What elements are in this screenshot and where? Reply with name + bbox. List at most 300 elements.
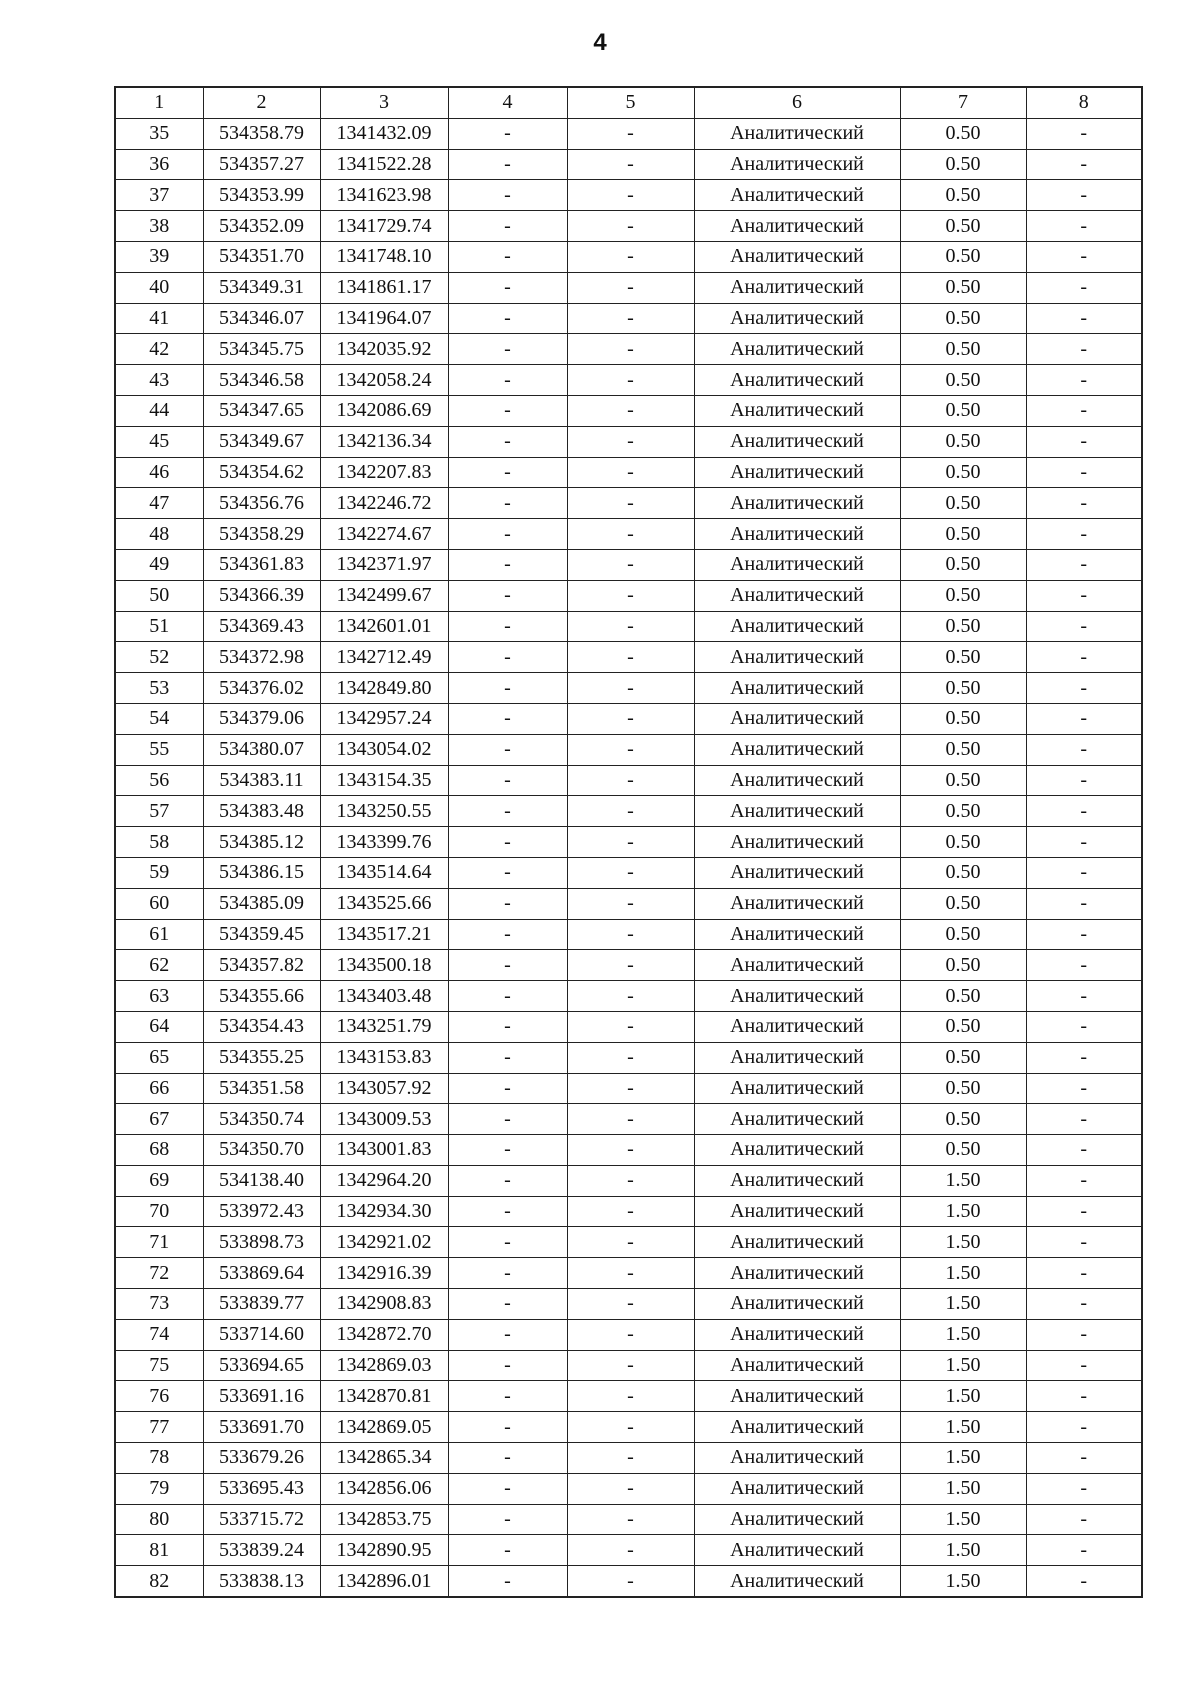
col4-cell: -: [448, 1042, 567, 1073]
method-cell: Аналитический: [694, 734, 900, 765]
table-body: [115, 118, 1142, 1597]
y-coordinate-cell: 1342274.67: [320, 519, 448, 550]
col4-cell: -: [448, 180, 567, 211]
accuracy-cell: 0.50: [900, 365, 1026, 396]
x-coordinate-cell: 534349.31: [203, 272, 320, 303]
col5-cell: -: [567, 519, 694, 550]
x-coordinate-cell: 534346.58: [203, 365, 320, 396]
col5-cell: -: [567, 981, 694, 1012]
col8-cell: -: [1026, 1165, 1142, 1196]
x-coordinate-cell: 534361.83: [203, 549, 320, 580]
point-number-cell: 71: [115, 1227, 203, 1258]
col4-cell: -: [448, 1011, 567, 1042]
accuracy-cell: 0.50: [900, 211, 1026, 242]
point-number-cell: 45: [115, 426, 203, 457]
col5-cell: -: [567, 888, 694, 919]
point-number-cell: 50: [115, 580, 203, 611]
col4-cell: -: [448, 1258, 567, 1289]
col8-cell: -: [1026, 888, 1142, 919]
x-coordinate-cell: 534352.09: [203, 211, 320, 242]
col4-cell: -: [448, 1135, 567, 1166]
x-coordinate-cell: 534369.43: [203, 611, 320, 642]
accuracy-cell: 0.50: [900, 950, 1026, 981]
table-row: [115, 1566, 1142, 1597]
table-row: [115, 1381, 1142, 1412]
accuracy-cell: 0.50: [900, 519, 1026, 550]
col8-cell: -: [1026, 457, 1142, 488]
x-coordinate-cell: 533691.16: [203, 1381, 320, 1412]
column-header-6: 6: [694, 87, 900, 118]
table-row: [115, 1412, 1142, 1443]
accuracy-cell: 0.50: [900, 827, 1026, 858]
col4-cell: -: [448, 1504, 567, 1535]
col4-cell: -: [448, 303, 567, 334]
col4-cell: -: [448, 426, 567, 457]
table-row: [115, 1165, 1142, 1196]
y-coordinate-cell: 1343057.92: [320, 1073, 448, 1104]
x-coordinate-cell: 534383.11: [203, 765, 320, 796]
x-coordinate-cell: 534138.40: [203, 1165, 320, 1196]
method-cell: Аналитический: [694, 1381, 900, 1412]
col8-cell: -: [1026, 765, 1142, 796]
col5-cell: -: [567, 796, 694, 827]
y-coordinate-cell: 1342246.72: [320, 488, 448, 519]
table-row: [115, 1073, 1142, 1104]
y-coordinate-cell: 1341432.09: [320, 118, 448, 149]
col8-cell: -: [1026, 519, 1142, 550]
col8-cell: -: [1026, 303, 1142, 334]
y-coordinate-cell: 1342865.34: [320, 1443, 448, 1474]
method-cell: Аналитический: [694, 1319, 900, 1350]
col4-cell: -: [448, 1381, 567, 1412]
col4-cell: -: [448, 1566, 567, 1597]
point-number-cell: 81: [115, 1535, 203, 1566]
table-row: [115, 580, 1142, 611]
accuracy-cell: 0.50: [900, 642, 1026, 673]
y-coordinate-cell: 1342869.03: [320, 1350, 448, 1381]
table-row: [115, 703, 1142, 734]
col8-cell: -: [1026, 1289, 1142, 1320]
col4-cell: -: [448, 857, 567, 888]
table-row: [115, 950, 1142, 981]
table-row: [115, 1443, 1142, 1474]
column-header-4: 4: [448, 87, 567, 118]
col8-cell: -: [1026, 642, 1142, 673]
col5-cell: -: [567, 1289, 694, 1320]
col4-cell: -: [448, 888, 567, 919]
col4-cell: -: [448, 919, 567, 950]
point-number-cell: 49: [115, 549, 203, 580]
col4-cell: -: [448, 519, 567, 550]
y-coordinate-cell: 1342869.05: [320, 1412, 448, 1443]
table-row: [115, 1504, 1142, 1535]
accuracy-cell: 0.50: [900, 1042, 1026, 1073]
col8-cell: -: [1026, 580, 1142, 611]
col8-cell: -: [1026, 796, 1142, 827]
point-number-cell: 73: [115, 1289, 203, 1320]
accuracy-cell: 1.50: [900, 1535, 1026, 1566]
accuracy-cell: 0.50: [900, 703, 1026, 734]
point-number-cell: 52: [115, 642, 203, 673]
col4-cell: -: [448, 1196, 567, 1227]
col5-cell: -: [567, 1319, 694, 1350]
col8-cell: -: [1026, 1350, 1142, 1381]
col5-cell: -: [567, 241, 694, 272]
accuracy-cell: 0.50: [900, 1135, 1026, 1166]
method-cell: Аналитический: [694, 981, 900, 1012]
point-number-cell: 40: [115, 272, 203, 303]
table-row: [115, 919, 1142, 950]
method-cell: Аналитический: [694, 1412, 900, 1443]
table-row: [115, 426, 1142, 457]
x-coordinate-cell: 534355.66: [203, 981, 320, 1012]
point-number-cell: 61: [115, 919, 203, 950]
accuracy-cell: 1.50: [900, 1196, 1026, 1227]
y-coordinate-cell: 1343517.21: [320, 919, 448, 950]
x-coordinate-cell: 534353.99: [203, 180, 320, 211]
point-number-cell: 75: [115, 1350, 203, 1381]
point-number-cell: 70: [115, 1196, 203, 1227]
point-number-cell: 53: [115, 673, 203, 704]
table-row: [115, 1042, 1142, 1073]
col4-cell: -: [448, 827, 567, 858]
table-row: [115, 457, 1142, 488]
accuracy-cell: 0.50: [900, 149, 1026, 180]
y-coordinate-cell: 1342908.83: [320, 1289, 448, 1320]
x-coordinate-cell: 534351.58: [203, 1073, 320, 1104]
table-row: [115, 765, 1142, 796]
point-number-cell: 78: [115, 1443, 203, 1474]
accuracy-cell: 1.50: [900, 1227, 1026, 1258]
table-row: [115, 673, 1142, 704]
column-header-1: 1: [115, 87, 203, 118]
method-cell: Аналитический: [694, 673, 900, 704]
col4-cell: -: [448, 1289, 567, 1320]
point-number-cell: 47: [115, 488, 203, 519]
method-cell: Аналитический: [694, 395, 900, 426]
col4-cell: -: [448, 734, 567, 765]
col8-cell: -: [1026, 1011, 1142, 1042]
col4-cell: -: [448, 549, 567, 580]
col5-cell: -: [567, 673, 694, 704]
col5-cell: -: [567, 950, 694, 981]
y-coordinate-cell: 1342371.97: [320, 549, 448, 580]
x-coordinate-cell: 534379.06: [203, 703, 320, 734]
x-coordinate-cell: 534366.39: [203, 580, 320, 611]
column-header-7: 7: [900, 87, 1026, 118]
col5-cell: -: [567, 211, 694, 242]
accuracy-cell: 0.50: [900, 580, 1026, 611]
col5-cell: -: [567, 1011, 694, 1042]
accuracy-cell: 0.50: [900, 549, 1026, 580]
accuracy-cell: 0.50: [900, 426, 1026, 457]
table-row: [115, 1319, 1142, 1350]
y-coordinate-cell: 1342856.06: [320, 1473, 448, 1504]
x-coordinate-cell: 533839.77: [203, 1289, 320, 1320]
col4-cell: -: [448, 642, 567, 673]
x-coordinate-cell: 534358.29: [203, 519, 320, 550]
table-row: [115, 118, 1142, 149]
method-cell: Аналитический: [694, 1135, 900, 1166]
col4-cell: -: [448, 611, 567, 642]
method-cell: Аналитический: [694, 611, 900, 642]
col4-cell: -: [448, 1443, 567, 1474]
table-row: [115, 395, 1142, 426]
method-cell: Аналитический: [694, 457, 900, 488]
x-coordinate-cell: 533838.13: [203, 1566, 320, 1597]
point-number-cell: 51: [115, 611, 203, 642]
col5-cell: -: [567, 703, 694, 734]
col4-cell: -: [448, 118, 567, 149]
y-coordinate-cell: 1342934.30: [320, 1196, 448, 1227]
x-coordinate-cell: 534345.75: [203, 334, 320, 365]
accuracy-cell: 1.50: [900, 1289, 1026, 1320]
col8-cell: -: [1026, 118, 1142, 149]
column-header-5: 5: [567, 87, 694, 118]
method-cell: Аналитический: [694, 1227, 900, 1258]
point-number-cell: 38: [115, 211, 203, 242]
col5-cell: -: [567, 1566, 694, 1597]
table-row: [115, 334, 1142, 365]
col8-cell: -: [1026, 395, 1142, 426]
method-cell: Аналитический: [694, 549, 900, 580]
col4-cell: -: [448, 1165, 567, 1196]
point-number-cell: 57: [115, 796, 203, 827]
accuracy-cell: 0.50: [900, 981, 1026, 1012]
col8-cell: -: [1026, 1412, 1142, 1443]
method-cell: Аналитический: [694, 180, 900, 211]
col5-cell: -: [567, 1135, 694, 1166]
table-row: [115, 1227, 1142, 1258]
col4-cell: -: [448, 673, 567, 704]
point-number-cell: 79: [115, 1473, 203, 1504]
y-coordinate-cell: 1343154.35: [320, 765, 448, 796]
x-coordinate-cell: 534350.70: [203, 1135, 320, 1166]
accuracy-cell: 0.50: [900, 395, 1026, 426]
method-cell: Аналитический: [694, 426, 900, 457]
y-coordinate-cell: 1342896.01: [320, 1566, 448, 1597]
y-coordinate-cell: 1343500.18: [320, 950, 448, 981]
x-coordinate-cell: 533972.43: [203, 1196, 320, 1227]
y-coordinate-cell: 1343514.64: [320, 857, 448, 888]
x-coordinate-cell: 534349.67: [203, 426, 320, 457]
method-cell: Аналитический: [694, 580, 900, 611]
table-row: [115, 1473, 1142, 1504]
column-header-8: 8: [1026, 87, 1142, 118]
method-cell: Аналитический: [694, 1104, 900, 1135]
method-cell: Аналитический: [694, 1350, 900, 1381]
table-row: [115, 1258, 1142, 1289]
point-number-cell: 60: [115, 888, 203, 919]
col5-cell: -: [567, 827, 694, 858]
point-number-cell: 41: [115, 303, 203, 334]
table-row: [115, 1104, 1142, 1135]
method-cell: Аналитический: [694, 303, 900, 334]
point-number-cell: 80: [115, 1504, 203, 1535]
x-coordinate-cell: 534350.74: [203, 1104, 320, 1135]
y-coordinate-cell: 1342058.24: [320, 365, 448, 396]
point-number-cell: 64: [115, 1011, 203, 1042]
x-coordinate-cell: 533839.24: [203, 1535, 320, 1566]
x-coordinate-cell: 533694.65: [203, 1350, 320, 1381]
method-cell: Аналитический: [694, 241, 900, 272]
y-coordinate-cell: 1341748.10: [320, 241, 448, 272]
y-coordinate-cell: 1342890.95: [320, 1535, 448, 1566]
col5-cell: -: [567, 457, 694, 488]
y-coordinate-cell: 1342207.83: [320, 457, 448, 488]
method-cell: Аналитический: [694, 919, 900, 950]
col8-cell: -: [1026, 488, 1142, 519]
col5-cell: -: [567, 1381, 694, 1412]
col4-cell: -: [448, 457, 567, 488]
col8-cell: -: [1026, 334, 1142, 365]
col5-cell: -: [567, 580, 694, 611]
accuracy-cell: 0.50: [900, 765, 1026, 796]
table-row: [115, 1535, 1142, 1566]
accuracy-cell: 0.50: [900, 673, 1026, 704]
point-number-cell: 67: [115, 1104, 203, 1135]
method-cell: Аналитический: [694, 1258, 900, 1289]
table-row: [115, 488, 1142, 519]
x-coordinate-cell: 533691.70: [203, 1412, 320, 1443]
col4-cell: -: [448, 1319, 567, 1350]
table-row: [115, 1289, 1142, 1320]
col4-cell: -: [448, 765, 567, 796]
col4-cell: -: [448, 395, 567, 426]
accuracy-cell: 1.50: [900, 1412, 1026, 1443]
col4-cell: -: [448, 703, 567, 734]
method-cell: Аналитический: [694, 1073, 900, 1104]
y-coordinate-cell: 1343399.76: [320, 827, 448, 858]
col8-cell: -: [1026, 1104, 1142, 1135]
x-coordinate-cell: 534357.82: [203, 950, 320, 981]
col8-cell: -: [1026, 1566, 1142, 1597]
table-row: [115, 888, 1142, 919]
x-coordinate-cell: 534356.76: [203, 488, 320, 519]
col5-cell: -: [567, 765, 694, 796]
col8-cell: -: [1026, 734, 1142, 765]
column-header-2: 2: [203, 87, 320, 118]
col8-cell: -: [1026, 1073, 1142, 1104]
method-cell: Аналитический: [694, 272, 900, 303]
method-cell: Аналитический: [694, 1473, 900, 1504]
col8-cell: -: [1026, 981, 1142, 1012]
col5-cell: -: [567, 1535, 694, 1566]
x-coordinate-cell: 534347.65: [203, 395, 320, 426]
accuracy-cell: 0.50: [900, 303, 1026, 334]
col8-cell: -: [1026, 611, 1142, 642]
x-coordinate-cell: 534359.45: [203, 919, 320, 950]
method-cell: Аналитический: [694, 1535, 900, 1566]
col5-cell: -: [567, 611, 694, 642]
col8-cell: -: [1026, 149, 1142, 180]
method-cell: Аналитический: [694, 1443, 900, 1474]
point-number-cell: 58: [115, 827, 203, 858]
y-coordinate-cell: 1342136.34: [320, 426, 448, 457]
y-coordinate-cell: 1343054.02: [320, 734, 448, 765]
col5-cell: -: [567, 303, 694, 334]
x-coordinate-cell: 534372.98: [203, 642, 320, 673]
col5-cell: -: [567, 1042, 694, 1073]
col5-cell: -: [567, 272, 694, 303]
col5-cell: -: [567, 365, 694, 396]
table-row: [115, 1350, 1142, 1381]
accuracy-cell: 0.50: [900, 457, 1026, 488]
y-coordinate-cell: 1341729.74: [320, 211, 448, 242]
accuracy-cell: 1.50: [900, 1504, 1026, 1535]
table-row: [115, 180, 1142, 211]
accuracy-cell: 1.50: [900, 1350, 1026, 1381]
method-cell: Аналитический: [694, 796, 900, 827]
column-header-3: 3: [320, 87, 448, 118]
x-coordinate-cell: 534355.25: [203, 1042, 320, 1073]
table-row: [115, 796, 1142, 827]
table-row: [115, 1011, 1142, 1042]
col5-cell: -: [567, 334, 694, 365]
x-coordinate-cell: 534385.09: [203, 888, 320, 919]
table-row: [115, 642, 1142, 673]
point-number-cell: 76: [115, 1381, 203, 1412]
col8-cell: -: [1026, 857, 1142, 888]
col8-cell: -: [1026, 950, 1142, 981]
point-number-cell: 65: [115, 1042, 203, 1073]
point-number-cell: 39: [115, 241, 203, 272]
y-coordinate-cell: 1342712.49: [320, 642, 448, 673]
y-coordinate-cell: 1342499.67: [320, 580, 448, 611]
col5-cell: -: [567, 1104, 694, 1135]
x-coordinate-cell: 534354.43: [203, 1011, 320, 1042]
col8-cell: -: [1026, 549, 1142, 580]
col5-cell: -: [567, 426, 694, 457]
table-row: [115, 365, 1142, 396]
accuracy-cell: 0.50: [900, 888, 1026, 919]
y-coordinate-cell: 1343525.66: [320, 888, 448, 919]
col8-cell: -: [1026, 365, 1142, 396]
y-coordinate-cell: 1342849.80: [320, 673, 448, 704]
method-cell: Аналитический: [694, 1196, 900, 1227]
accuracy-cell: 0.50: [900, 118, 1026, 149]
col5-cell: -: [567, 488, 694, 519]
point-number-cell: 46: [115, 457, 203, 488]
accuracy-cell: 0.50: [900, 488, 1026, 519]
col8-cell: -: [1026, 180, 1142, 211]
accuracy-cell: 0.50: [900, 1073, 1026, 1104]
y-coordinate-cell: 1342601.01: [320, 611, 448, 642]
col5-cell: -: [567, 1412, 694, 1443]
y-coordinate-cell: 1342870.81: [320, 1381, 448, 1412]
col5-cell: -: [567, 1350, 694, 1381]
point-number-cell: 62: [115, 950, 203, 981]
page-number: 4: [593, 29, 607, 56]
x-coordinate-cell: 534357.27: [203, 149, 320, 180]
col4-cell: -: [448, 488, 567, 519]
accuracy-cell: 0.50: [900, 1104, 1026, 1135]
y-coordinate-cell: 1342964.20: [320, 1165, 448, 1196]
x-coordinate-cell: 534351.70: [203, 241, 320, 272]
accuracy-cell: 1.50: [900, 1443, 1026, 1474]
col4-cell: -: [448, 149, 567, 180]
col5-cell: -: [567, 1073, 694, 1104]
col8-cell: -: [1026, 1504, 1142, 1535]
accuracy-cell: 0.50: [900, 611, 1026, 642]
col4-cell: -: [448, 796, 567, 827]
point-number-cell: 66: [115, 1073, 203, 1104]
point-number-cell: 69: [115, 1165, 203, 1196]
point-number-cell: 37: [115, 180, 203, 211]
col4-cell: -: [448, 580, 567, 611]
y-coordinate-cell: 1343251.79: [320, 1011, 448, 1042]
x-coordinate-cell: 534380.07: [203, 734, 320, 765]
